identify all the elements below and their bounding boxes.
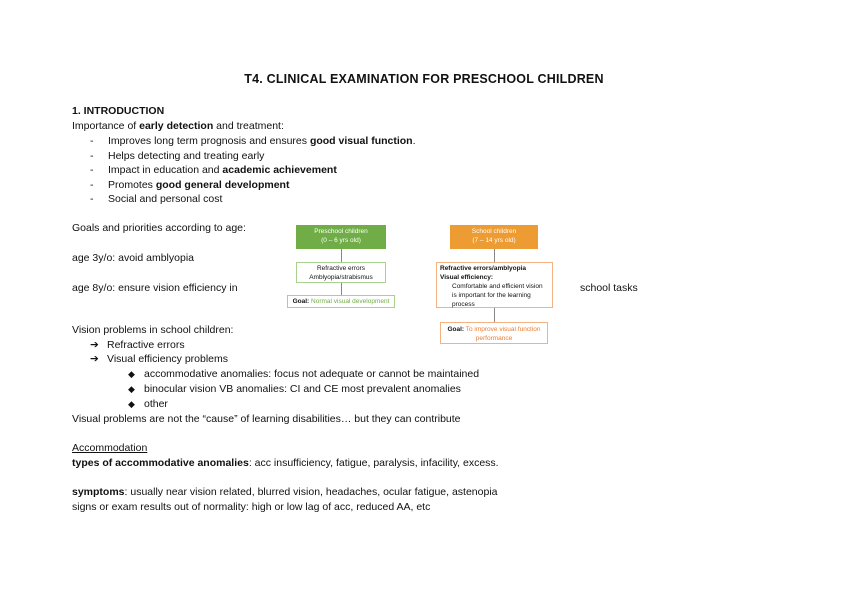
arrow-item-text: Visual efficiency problems	[107, 353, 229, 365]
preschool-goal-text: Normal visual development	[309, 298, 390, 305]
arrow-icon: ➔	[90, 339, 99, 351]
visual-problems-note: Visual problems are not the “cause” of learning disabilities… but they can contribute	[72, 413, 461, 425]
diamond-item	[128, 368, 479, 380]
importance-bold: early detection	[139, 120, 214, 132]
symptoms-line	[72, 486, 498, 498]
types-bold: types of accommodative anomalies	[72, 457, 249, 469]
importance-line	[72, 120, 284, 132]
dash-marker: -	[90, 135, 94, 147]
bullet-bold: good visual function	[309, 135, 413, 147]
school-ages: (7 – 14 yrs old)	[472, 237, 516, 244]
diamond-icon: ◆	[128, 369, 135, 379]
importance-post: and treatment:	[213, 120, 284, 132]
page-title: T4. CLINICAL EXAMINATION FOR PRESCHOOL CHILDREN	[244, 72, 604, 86]
diamond-item	[128, 398, 168, 410]
dash-marker: -	[90, 150, 94, 162]
dash-marker: -	[90, 193, 94, 205]
school-goal-text: To improve visual function performance	[464, 326, 541, 342]
connector-line	[341, 283, 342, 295]
preschool-header-box	[296, 225, 386, 249]
school-conditions-box	[436, 262, 553, 308]
arrow-icon: ➔	[90, 353, 99, 365]
arrow-item	[90, 339, 185, 351]
bullet-post: .	[412, 135, 416, 147]
dash-marker: -	[90, 164, 94, 176]
bullet-bold: good general development	[155, 179, 290, 191]
diamond-item	[128, 383, 461, 395]
accommodative-types-line	[72, 457, 499, 469]
diamond-item-text: accommodative anomalies: focus not adequate or cannot be maintained	[144, 368, 480, 380]
connector-line	[494, 249, 495, 262]
bullet-item	[90, 179, 289, 191]
age-8-goal: age 8y/o: ensure vision efficiency in	[72, 282, 238, 294]
bullet-item	[90, 164, 337, 176]
goal-label: Goal:	[447, 326, 465, 333]
preschool-condition-2: Amblyopia/strabismus	[309, 274, 373, 281]
goals-heading: Goals and priorities according to age:	[72, 222, 246, 234]
bullet-text: Social and personal cost	[108, 193, 223, 205]
preschool-conditions-box	[296, 262, 386, 283]
preschool-condition-1: Refractive errors	[316, 265, 366, 272]
bullet-item	[90, 193, 222, 205]
school-detail-1: Comfortable and efficient vision	[452, 283, 543, 290]
symptoms-bold: symptoms	[72, 486, 125, 498]
school-tasks-text: school tasks	[580, 282, 638, 294]
school-detail-2: is important for the learning	[452, 292, 531, 299]
bullet-item	[90, 150, 264, 162]
accommodation-heading: Accommodation	[72, 442, 148, 454]
bullet-text: Improves long term prognosis and ensures	[108, 135, 310, 147]
arrow-item-text: Refractive errors	[107, 339, 185, 351]
section-heading-introduction: 1. INTRODUCTION	[72, 105, 165, 117]
diamond-icon: ◆	[128, 384, 135, 394]
school-condition-1: Refractive errors/amblyopia	[440, 265, 526, 272]
age-3-goal: age 3y/o: avoid amblyopia	[72, 252, 194, 264]
connector-line	[494, 308, 495, 322]
school-header-box	[450, 225, 538, 249]
signs-line: signs or exam results out of normality: high or low lag of acc, reduced AA, etc	[72, 501, 431, 513]
importance-pre: Importance of	[72, 120, 140, 132]
arrow-item	[90, 353, 228, 365]
bullet-text: Helps detecting and treating early	[108, 150, 265, 162]
symptoms-text: : usually near vision related, blurred vision, headaches, ocular fatigue, astenopia	[124, 486, 498, 498]
preschool-goal-box	[287, 295, 395, 308]
bullet-text: Impact in education and	[108, 164, 223, 176]
diamond-item-text: binocular vision VB anomalies: CI and CE most prevalent anomalies	[144, 383, 461, 395]
diamond-item-text: other	[144, 398, 168, 410]
school-condition-2: Visual efficiency:	[440, 274, 493, 281]
vision-problems-heading: Vision problems in school children:	[72, 324, 234, 336]
school-title: School children	[471, 228, 517, 235]
preschool-title: Preschool children	[314, 228, 368, 235]
diamond-icon: ◆	[128, 399, 135, 409]
bullet-text: Promotes	[108, 179, 156, 191]
bullet-item	[90, 135, 416, 147]
goal-label: Goal:	[292, 298, 310, 305]
preschool-ages: (0 – 6 yrs old)	[321, 237, 361, 244]
school-goal-box	[440, 322, 548, 344]
school-detail-3: process	[452, 301, 475, 308]
types-text: : acc insufficiency, fatigue, paralysis, infacility, excess.	[248, 457, 499, 469]
bullet-bold: academic achievement	[222, 164, 337, 176]
connector-line	[341, 249, 342, 262]
dash-marker: -	[90, 179, 94, 191]
